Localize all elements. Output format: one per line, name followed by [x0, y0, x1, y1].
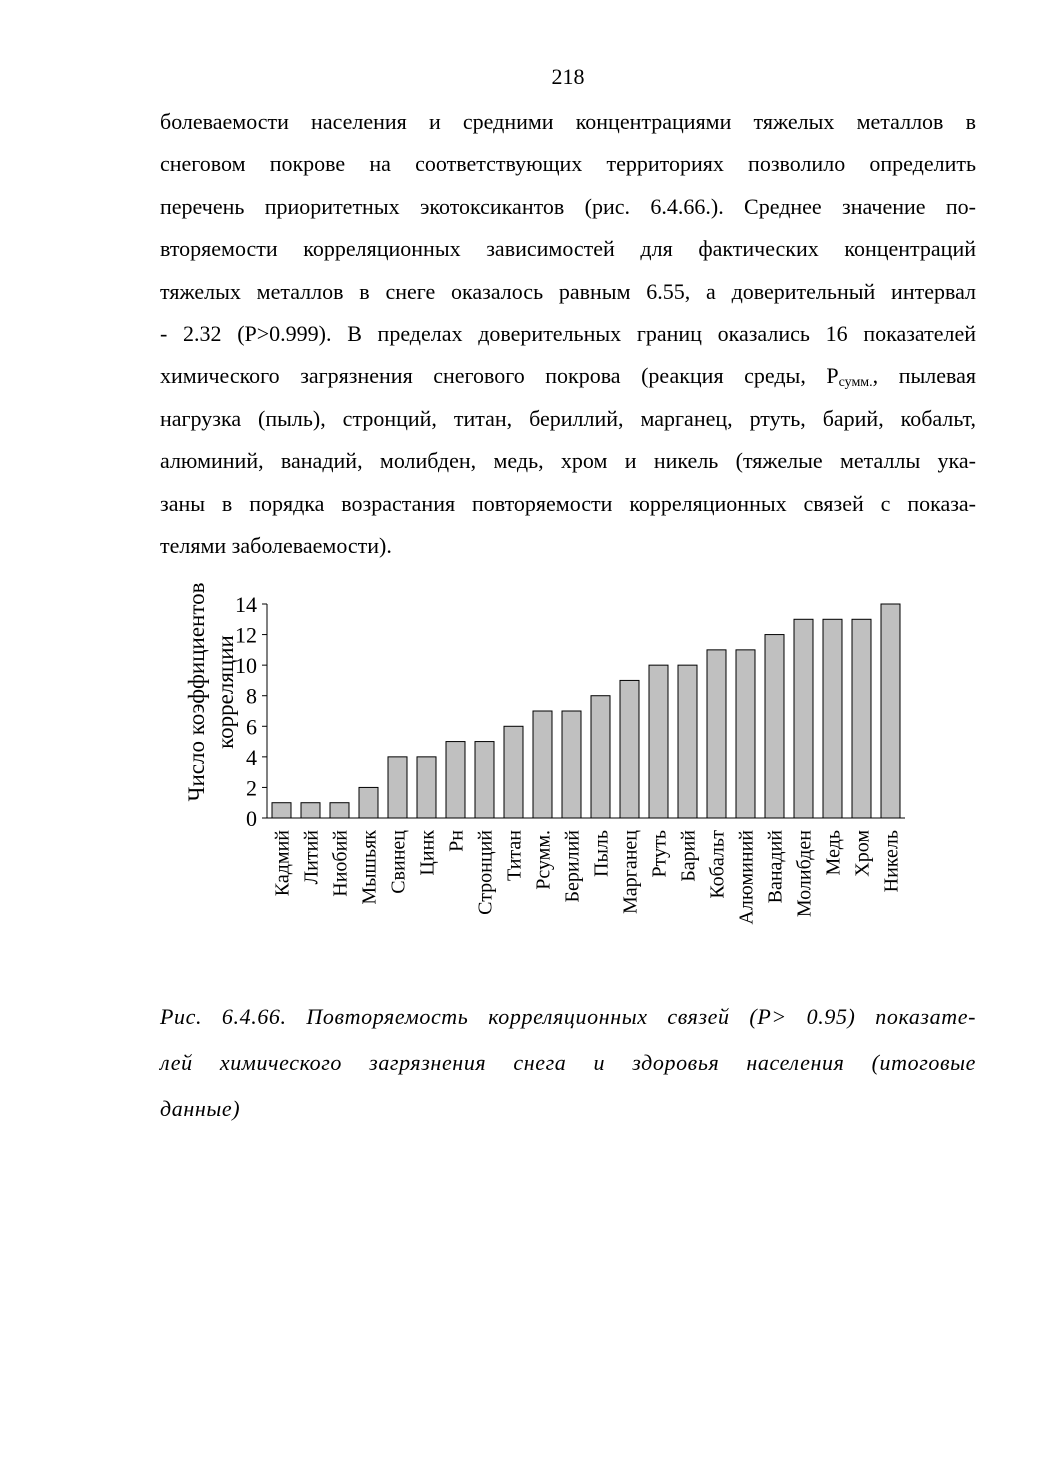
- paragraph-line: болеваемости населения и средними концентрациями тяжелых металлов в: [160, 109, 976, 134]
- paragraph-line: снеговом покрове на соответствующих территориях позволило определить: [160, 151, 976, 177]
- paragraph-line: вторяемости корреляционных зависимостей для фактических концентраций: [160, 236, 976, 262]
- bar: [591, 696, 610, 818]
- paragraph-text: , пылевая: [872, 363, 976, 389]
- page-number: 218: [551, 64, 585, 89]
- x-tick-label: Pсумм.: [532, 830, 555, 890]
- paragraph-line: заны в порядка возрастания повторяемости корреляционных связей с показа-: [160, 490, 976, 516]
- bar: [562, 711, 581, 818]
- bar: [881, 604, 900, 818]
- bar: [765, 635, 784, 818]
- bar: [794, 619, 813, 818]
- x-tick-label: Цинк: [416, 830, 439, 876]
- y-axis-label-line: Число коэффициентов: [184, 582, 209, 802]
- paragraph-text: химического загрязнения снегового покрова (реакция среды, P: [160, 363, 839, 389]
- y-tick-label: 14: [235, 592, 257, 617]
- y-tick-label: 10: [235, 653, 257, 679]
- x-tick-label: Ниобий: [329, 830, 352, 897]
- y-tick-label: 0: [246, 806, 257, 831]
- caption-line: лей химического загрязнения снега и здоровья населения (итоговые: [160, 1050, 976, 1075]
- x-tick-label: Берилий: [561, 830, 584, 903]
- bar: [649, 665, 668, 818]
- x-tick-label: Pн: [445, 830, 468, 852]
- x-tick-label: Свинец: [387, 830, 410, 894]
- x-tick-label: Титан: [503, 830, 526, 881]
- x-axis-labels: [272, 830, 903, 925]
- x-tick-label: Кобальт: [706, 830, 729, 899]
- figure-caption: [160, 994, 976, 1132]
- bar: [301, 803, 320, 818]
- y-axis-label: [184, 582, 238, 801]
- bar: [504, 726, 523, 818]
- bar: [533, 711, 552, 818]
- x-tick-label: Мышьяк: [358, 830, 381, 905]
- bar: [417, 757, 436, 818]
- x-tick-label: Хром: [851, 830, 874, 877]
- y-tick-label: 8: [246, 683, 257, 709]
- bar: [620, 680, 639, 818]
- paragraph-line: телями заболеваемости).: [160, 533, 392, 559]
- x-tick-label: Барий: [677, 830, 700, 882]
- x-tick-label: Кадмий: [271, 830, 294, 897]
- x-tick-label: Марганец: [619, 830, 642, 915]
- bar: [359, 787, 378, 818]
- x-tick-label: Молибден: [793, 830, 816, 918]
- y-tick-label: 6: [246, 714, 257, 740]
- paragraph-line: нагрузка (пыль), стронций, титан, бериллий, марганец, ртуть, барий, кобальт,: [160, 405, 976, 431]
- x-tick-label: Медь: [822, 830, 845, 876]
- bar: [388, 757, 407, 818]
- bar: [330, 803, 349, 818]
- bar: [272, 803, 291, 818]
- caption-line: данные): [160, 1096, 241, 1121]
- bar: [736, 650, 755, 818]
- bar: [707, 650, 726, 818]
- x-tick-label: Ванадий: [764, 830, 787, 904]
- x-tick-label: Никель: [880, 830, 903, 893]
- x-tick-label: Алюминий: [735, 830, 758, 925]
- y-tick-label: 12: [235, 622, 257, 648]
- bar: [852, 619, 871, 818]
- x-tick-label: Пыль: [590, 830, 613, 877]
- x-tick-label: Стронций: [474, 830, 497, 915]
- paragraph-line: тяжелых металлов в снеге оказалось равным 6.55, а доверительный интервал: [160, 278, 976, 304]
- subscript: сумм.: [838, 375, 873, 391]
- caption-line: Рис. 6.4.66. Повторяемость корреляционных связей (P> 0.95) показате-: [160, 1004, 976, 1029]
- bar: [446, 742, 465, 818]
- y-tick-label: 4: [246, 744, 257, 770]
- y-axis-label-line: корреляции: [213, 635, 238, 749]
- y-axis-ticks: [235, 592, 267, 831]
- paragraph-line: алюминий, ванадий, молибден, медь, хром и никель (тяжелые металлы ука-: [160, 448, 976, 474]
- x-tick-label: Литий: [300, 830, 323, 885]
- bar: [823, 619, 842, 818]
- paragraph-line: перечень приоритетных экотоксикантов (рис. 6.4.66.). Среднее значение по-: [160, 193, 976, 219]
- y-tick-label: 2: [246, 775, 257, 801]
- paragraph-line: - 2.32 (P>0.999). В пределах доверительных границ оказались 16 показателей: [160, 321, 976, 347]
- bars: [272, 604, 900, 818]
- bar: [678, 665, 697, 818]
- x-tick-label: Ртуть: [648, 830, 671, 878]
- bar: [475, 742, 494, 818]
